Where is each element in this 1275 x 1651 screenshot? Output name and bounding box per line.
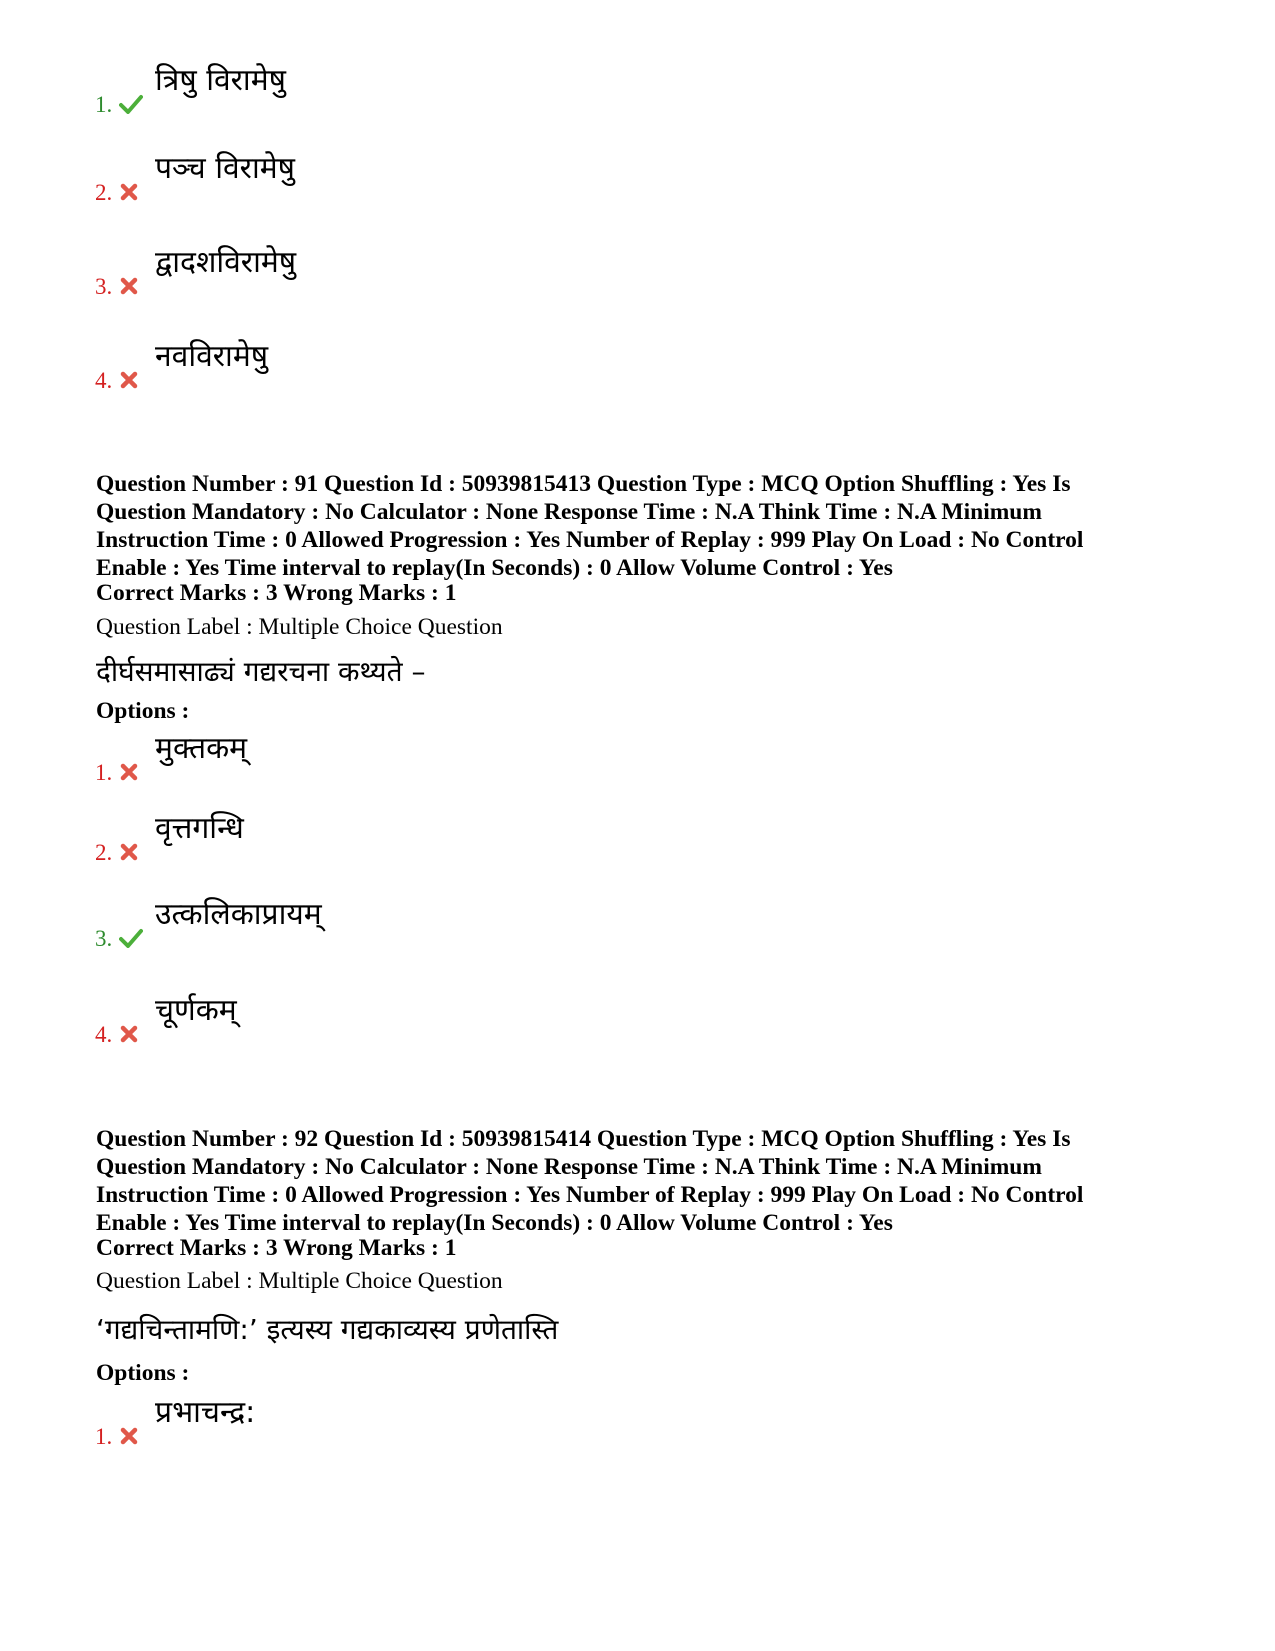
- option-text: प्रभाचन्द्र:: [155, 1395, 256, 1430]
- options-heading: Options :: [96, 1360, 190, 1386]
- meta-line: Instruction Time : 0 Allowed Progression : Yes Number of Replay : 999 Play On Load : No Control: [96, 1182, 1084, 1208]
- meta-line: Question Mandatory : No Calculator : None Response Time : N.A Think Time : N.A Minimum: [96, 1154, 1042, 1180]
- option-text: वृत्तगन्धि: [155, 811, 244, 846]
- option-text: पञ्च विरामेषु: [155, 151, 296, 186]
- meta-line: Question Mandatory : No Calculator : None Response Time : N.A Think Time : N.A Minimum: [96, 499, 1042, 525]
- option-number: 4.: [95, 1022, 113, 1047]
- question-label: Question Label : Multiple Choice Question: [96, 614, 503, 640]
- option-text: नवविरामेषु: [155, 339, 269, 374]
- option-text: द्वादशविरामेषु: [155, 245, 297, 280]
- option-number: 3.: [95, 926, 113, 951]
- meta-line: Instruction Time : 0 Allowed Progression : Yes Number of Replay : 999 Play On Load : No Control: [96, 527, 1084, 553]
- option-text: मुक्तकम्: [155, 731, 248, 766]
- meta-line: Enable : Yes Time interval to replay(In Seconds) : 0 Allow Volume Control : Yes: [96, 555, 893, 581]
- option-text: त्रिषु विरामेषु: [155, 63, 286, 98]
- question-text: ‘गद्यचिन्तामणि:’ इत्यस्य गद्यकाव्यस्य प्रणेतास्ति: [96, 1313, 559, 1346]
- option-text: उत्कलिकाप्रायम्: [155, 897, 322, 932]
- marks-line: Correct Marks : 3 Wrong Marks : 1: [96, 1235, 457, 1261]
- cross-icon: [119, 842, 139, 862]
- option-number: 1.: [95, 760, 113, 785]
- question-label: Question Label : Multiple Choice Question: [96, 1268, 503, 1294]
- cross-icon: [119, 182, 139, 202]
- question-text: दीर्घसमासाढ्यं गद्यरचना कथ्यते –: [96, 655, 426, 688]
- option-number: 2.: [95, 840, 113, 865]
- option-number: 4.: [95, 368, 113, 393]
- question-meta: [96, 470, 1216, 582]
- option-text: चूर्णकम्: [155, 993, 237, 1028]
- meta-line: Enable : Yes Time interval to replay(In Seconds) : 0 Allow Volume Control : Yes: [96, 1210, 893, 1236]
- cross-icon: [119, 1426, 139, 1446]
- option-number: 3.: [95, 274, 113, 299]
- option-number: 2.: [95, 180, 113, 205]
- check-icon: [119, 94, 143, 114]
- meta-line: Question Number : 92 Question Id : 50939815414 Question Type : MCQ Option Shuffling : Yes Is: [96, 1126, 1071, 1152]
- options-heading: Options :: [96, 698, 190, 724]
- option-number: 1.: [95, 1424, 113, 1449]
- check-icon: [119, 928, 143, 948]
- question-meta: [96, 1125, 1216, 1237]
- cross-icon: [119, 370, 139, 390]
- marks-line: Correct Marks : 3 Wrong Marks : 1: [96, 580, 457, 606]
- cross-icon: [119, 762, 139, 782]
- option-number: 1.: [95, 92, 113, 117]
- meta-line: Question Number : 91 Question Id : 50939815413 Question Type : MCQ Option Shuffling : Yes Is: [96, 471, 1071, 497]
- cross-icon: [119, 276, 139, 296]
- cross-icon: [119, 1024, 139, 1044]
